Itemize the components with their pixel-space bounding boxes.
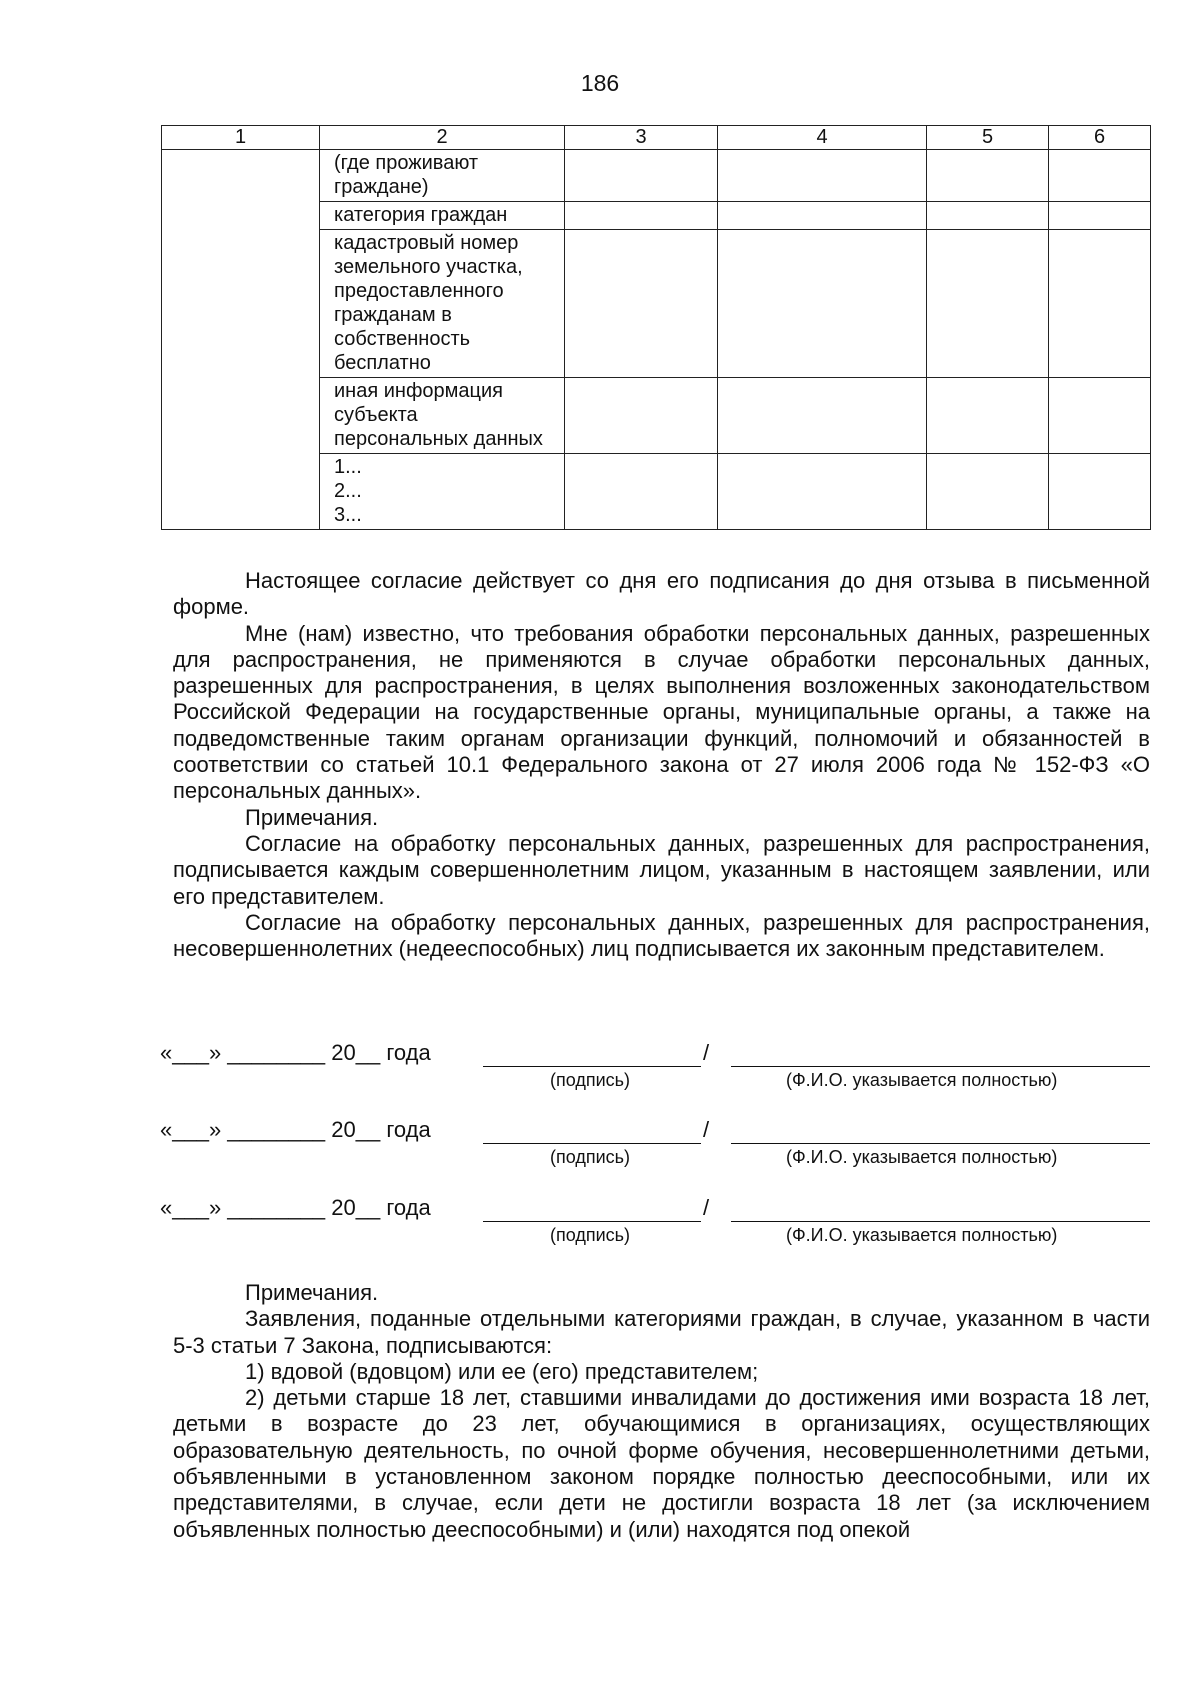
- paragraph: Согласие на обработку персональных данных, разрешенных для распространения, несовершеннолетних (недееспособных) лиц подписывается их законным представителем.: [173, 909, 1150, 962]
- signature-block: [160, 1040, 1150, 1090]
- date-field[interactable]: «___» ________ 20__ года: [160, 1117, 431, 1142]
- table-cell-label: (где проживают граждане): [320, 150, 565, 202]
- slash: /: [703, 1040, 710, 1065]
- table-cell-empty: [718, 150, 927, 202]
- name-line[interactable]: [731, 1119, 1150, 1144]
- table-cell-label: кадастровый номер земельного участка, предоставленного гражданам в собственность бесплатно: [320, 230, 565, 378]
- name-caption: (Ф.И.О. указывается полностью): [786, 1147, 1058, 1167]
- table-cell-empty: [162, 150, 320, 530]
- consent-text: [173, 568, 1150, 962]
- signature-block: [160, 1195, 1150, 1245]
- table-cell-label: [320, 454, 565, 530]
- page-number: 186: [580, 70, 620, 96]
- table-header-cell: 1: [162, 126, 320, 150]
- enum-line: 3...: [334, 504, 362, 526]
- signature-caption: (подпись): [550, 1225, 631, 1245]
- notes-section: [173, 1280, 1150, 1543]
- table-cell-empty: [565, 202, 718, 230]
- table-cell-empty: [927, 202, 1049, 230]
- table-cell-empty: [565, 454, 718, 530]
- table-cell-empty: [718, 454, 927, 530]
- table-cell-empty: [1049, 230, 1151, 378]
- paragraph: Настоящее согласие действует со дня его подписания до дня отзыва в письменной форме.: [173, 568, 1150, 620]
- paragraph: Согласие на обработку персональных данных, разрешенных для распространения, подписывается каждым совершеннолетним лицом, указанным в настоящем заявлении, или его представителем.: [173, 830, 1150, 909]
- table-header-cell: 3: [565, 126, 718, 150]
- table-cell-empty: [927, 150, 1049, 202]
- table-cell-empty: [1049, 378, 1151, 454]
- table-header-cell: 6: [1049, 126, 1151, 150]
- signature-line[interactable]: [483, 1197, 701, 1222]
- table-cell-empty: [565, 230, 718, 378]
- table-cell-empty: [927, 454, 1049, 530]
- enum-line: 2...: [334, 480, 362, 502]
- data-table: [161, 125, 1151, 530]
- table-cell-empty: [565, 150, 718, 202]
- name-line[interactable]: [731, 1197, 1150, 1222]
- name-caption: (Ф.И.О. указывается полностью): [786, 1225, 1058, 1245]
- slash: /: [703, 1117, 710, 1142]
- paragraph: Заявления, поданные отдельными категориями граждан, в случае, указанном в части 5-3 статьи 7 Закона, подписываются:: [173, 1306, 1150, 1358]
- notes-heading: Примечания.: [245, 1280, 379, 1305]
- table-cell-empty: [718, 378, 927, 454]
- signature-line[interactable]: [483, 1119, 701, 1144]
- paragraph: Примечания.: [245, 804, 379, 830]
- table-header-cell: 5: [927, 126, 1049, 150]
- table-cell-empty: [1049, 454, 1151, 530]
- enum-line: 1...: [334, 456, 362, 478]
- table-header-cell: 2: [320, 126, 565, 150]
- table-cell-label: иная информация субъекта персональных данных: [320, 378, 565, 454]
- list-item: 1) вдовой (вдовцом) или ее (его) представителем;: [245, 1358, 759, 1384]
- name-line[interactable]: [731, 1042, 1150, 1067]
- table-cell-empty: [718, 202, 927, 230]
- table-cell-empty: [1049, 150, 1151, 202]
- date-field[interactable]: «___» ________ 20__ года: [160, 1040, 431, 1065]
- paragraph: Мне (нам) известно, что требования обработки персональных данных, разрешенных для распространения, не применяются в случае обработки персональных данных, разрешенных для распространения, в целях выполнения возложенных законодательством Российской Федерации на государственные органы, муниципальные органы, а также на подведомственные таким органам организации функций, полномочий и обязанностей в соответствии со статьей 10.1 Федерального закона от 27 июля 2006 года № 152-ФЗ «О персональных данных».: [173, 620, 1150, 804]
- slash: /: [703, 1195, 710, 1220]
- table-cell-empty: [927, 378, 1049, 454]
- table-cell-empty: [927, 230, 1049, 378]
- name-caption: (Ф.И.О. указывается полностью): [786, 1070, 1058, 1090]
- table-header-cell: 4: [718, 126, 927, 150]
- table-row: [162, 150, 1151, 202]
- date-field[interactable]: «___» ________ 20__ года: [160, 1195, 431, 1220]
- signature-block: [160, 1117, 1150, 1167]
- table-cell-label: категория граждан: [320, 202, 565, 230]
- list-item: 2) детьми старше 18 лет, ставшими инвалидами до достижения ими возраста 18 лет, детьми в возрасте до 23 лет, обучающимися в организациях, осуществляющих образовательную деятельность, по очной форме обучения, несовершеннолетними детьми, объявленными в установленном законом порядке полностью дееспособными, или их представителями, в случае, если дети не достигли возраста 18 лет (за исключением объявленных полностью дееспособными) и (или) находятся под опекой: [173, 1385, 1150, 1542]
- table-cell-empty: [718, 230, 927, 378]
- signature-line[interactable]: [483, 1042, 701, 1067]
- table-cell-empty: [565, 378, 718, 454]
- signature-caption: (подпись): [550, 1147, 631, 1167]
- signature-caption: (подпись): [550, 1070, 631, 1090]
- table-cell-empty: [1049, 202, 1151, 230]
- table-header-row: [162, 126, 1151, 150]
